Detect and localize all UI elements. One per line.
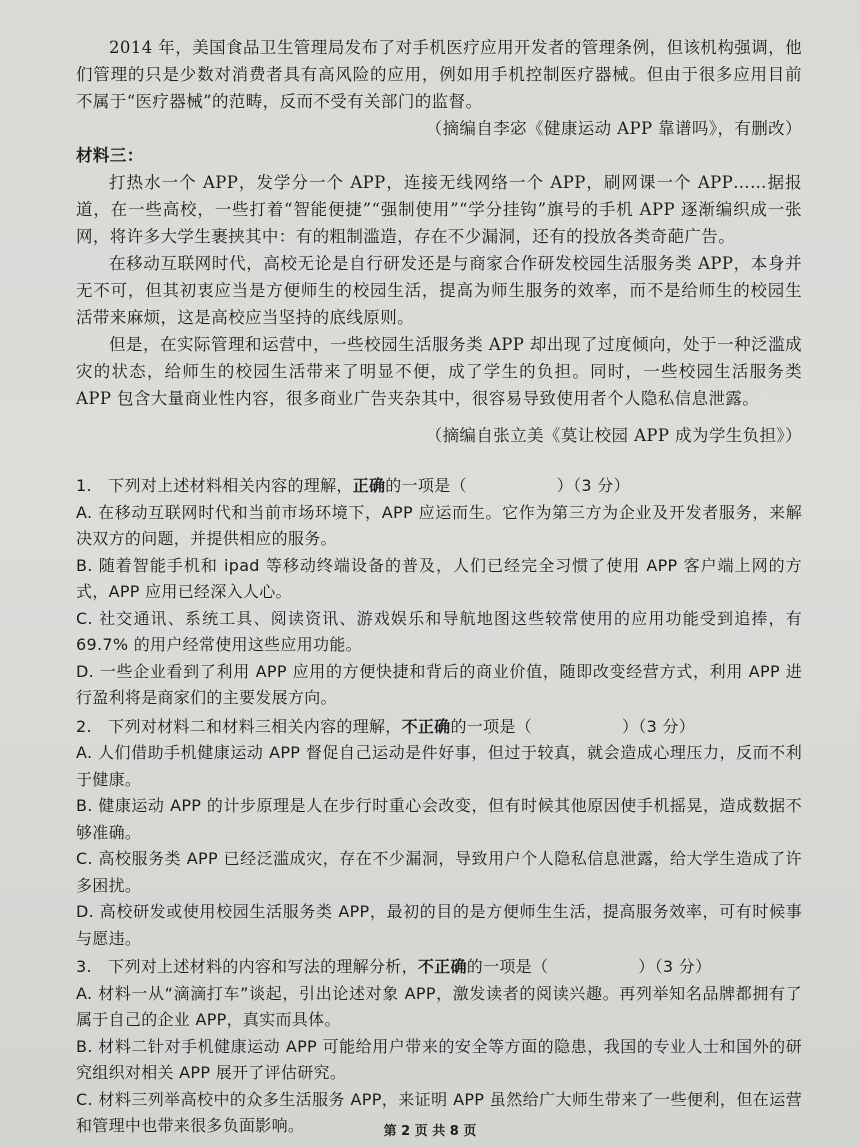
question-option: C. 社交通讯、系统工具、阅读资讯、游戏娱乐和导航地图这些较常使用的应用功能受到追捧，有 69.7% 的用户经常使用这些应用功能。 [76, 608, 802, 654]
question-option: C. 高校服务类 APP 已经泛滥成灾，存在不少漏洞，导致用户个人隐私信息泄露，给大学生造成了许多困扰。 [76, 849, 802, 895]
question-stem: 3. 下列对上述材料的内容和写法的理解分析，不正确的一项是（ ）（3 分） [76, 957, 712, 976]
question-1 [76, 473, 802, 712]
question-stem: 2. 下列对材料二和材料三相关内容的理解，不正确的一项是（ ）（3 分） [76, 716, 696, 736]
material-three-paragraph-2: 在移动互联网时代，高校无论是自行研发还是与商家合作研发校园生活服务类 APP，本身并无不可，但其初衷应当是方便师生的校园生活，提高为师生服务的效率，而不是给师生的校园生活带来麻烦，这是高校应当坚持的底线原则。 [76, 254, 802, 327]
question-option: A. 材料一从“滴滴打车”谈起，引出论述对象 APP，激发读者的阅读兴趣。再列举知名品牌都拥有了属于自己的企业 APP，真实而具体。 [76, 983, 802, 1029]
material-three-source: （摘编自张立美《莫让校园 APP 成为学生负担》） [425, 426, 802, 445]
question-option: B. 随着智能手机和 ipad 等移动终端设备的普及，人们已经完全习惯了使用 APP 客户端上网的方式，APP 应用已经深入人心。 [76, 555, 802, 601]
material-three-paragraph-1: 打热水一个 APP，发学分一个 APP，连接无线网络一个 APP，刷网课一个 APP……据报道，在一些高校，一些打着“智能便捷”“强制使用”“学分挂钩”旗号的手机 APP 逐渐编织成一张网，将许多大学生裹挟其中：有的粗制滥造，存在不少漏洞，还有的投放各类奇葩广告。 [76, 173, 802, 246]
question-2 [76, 714, 802, 953]
question-3 [76, 954, 802, 1140]
question-list [76, 473, 802, 1140]
page-number: 第 2 页 共 8 页 [383, 1124, 477, 1139]
question-option: B. 健康运动 APP 的计步原理是人在步行时重心会改变，但有时候其他原因使手机摇晃，造成数据不够准确。 [76, 796, 802, 842]
question-option: C. 材料三列举高校中的众多生活服务 APP，来证明 APP 虽然给广大师生带来了一些便利，但在运营和管理中也带来很多负面影响。 [76, 1089, 802, 1135]
material-two-paragraph: 2014 年，美国食品卫生管理局发布了对手机医疗应用开发者的管理条例，但该机构强调，他们管理的只是少数对消费者具有高风险的应用，例如用手机控制医疗器械。但由于很多应用目前不属于“医疗器械”的范畴，反而不受有关部门的监督。 [76, 38, 802, 111]
material-three [76, 142, 802, 449]
material-two-source: （摘编自李宓《健康运动 APP 靠谱吗》，有删改） [425, 119, 802, 138]
question-option: A. 人们借助手机健康运动 APP 督促自己运动是件好事，但过于较真，就会造成心理压力，反而不利于健康。 [76, 743, 802, 789]
question-option: B. 材料二针对手机健康运动 APP 可能给用户带来的安全等方面的隐患，我国的专业人士和国外的研究组织对相关 APP 展开了评估研究。 [76, 1036, 802, 1082]
question-option: D. 高校研发或使用校园生活服务类 APP，最初的目的是方便师生生活，提高服务效率，可有时候事与愿违。 [76, 902, 802, 948]
question-stem: 1. 下列对上述材料相关内容的理解，正确的一项是（ ）（3 分） [76, 476, 630, 495]
material-two-tail [76, 34, 802, 142]
question-option: D. 一些企业看到了利用 APP 应用的方便快捷和背后的商业价值，随即改变经营方式，利用 APP 进行盈利将是商家们的主要发展方向。 [76, 661, 802, 707]
question-option: A. 在移动互联网时代和当前市场环境下，APP 应运而生。它作为第三方为企业及开发者服务，来解决双方的问题，并提供相应的服务。 [76, 502, 802, 548]
material-three-heading: 材料三： [76, 146, 144, 165]
material-three-paragraph-3: 但是，在实际管理和运营中，一些校园生活服务类 APP 却出现了过度倾向，处于一种泛滥成灾的状态，给师生的校园生活带来了明显不便，成了学生的负担。同时，一些校园生活服务类 APP 包含大量商业性内容，很多商业广告夹杂其中，很容易导致使用者个人隐私信息泄露。 [76, 335, 802, 408]
